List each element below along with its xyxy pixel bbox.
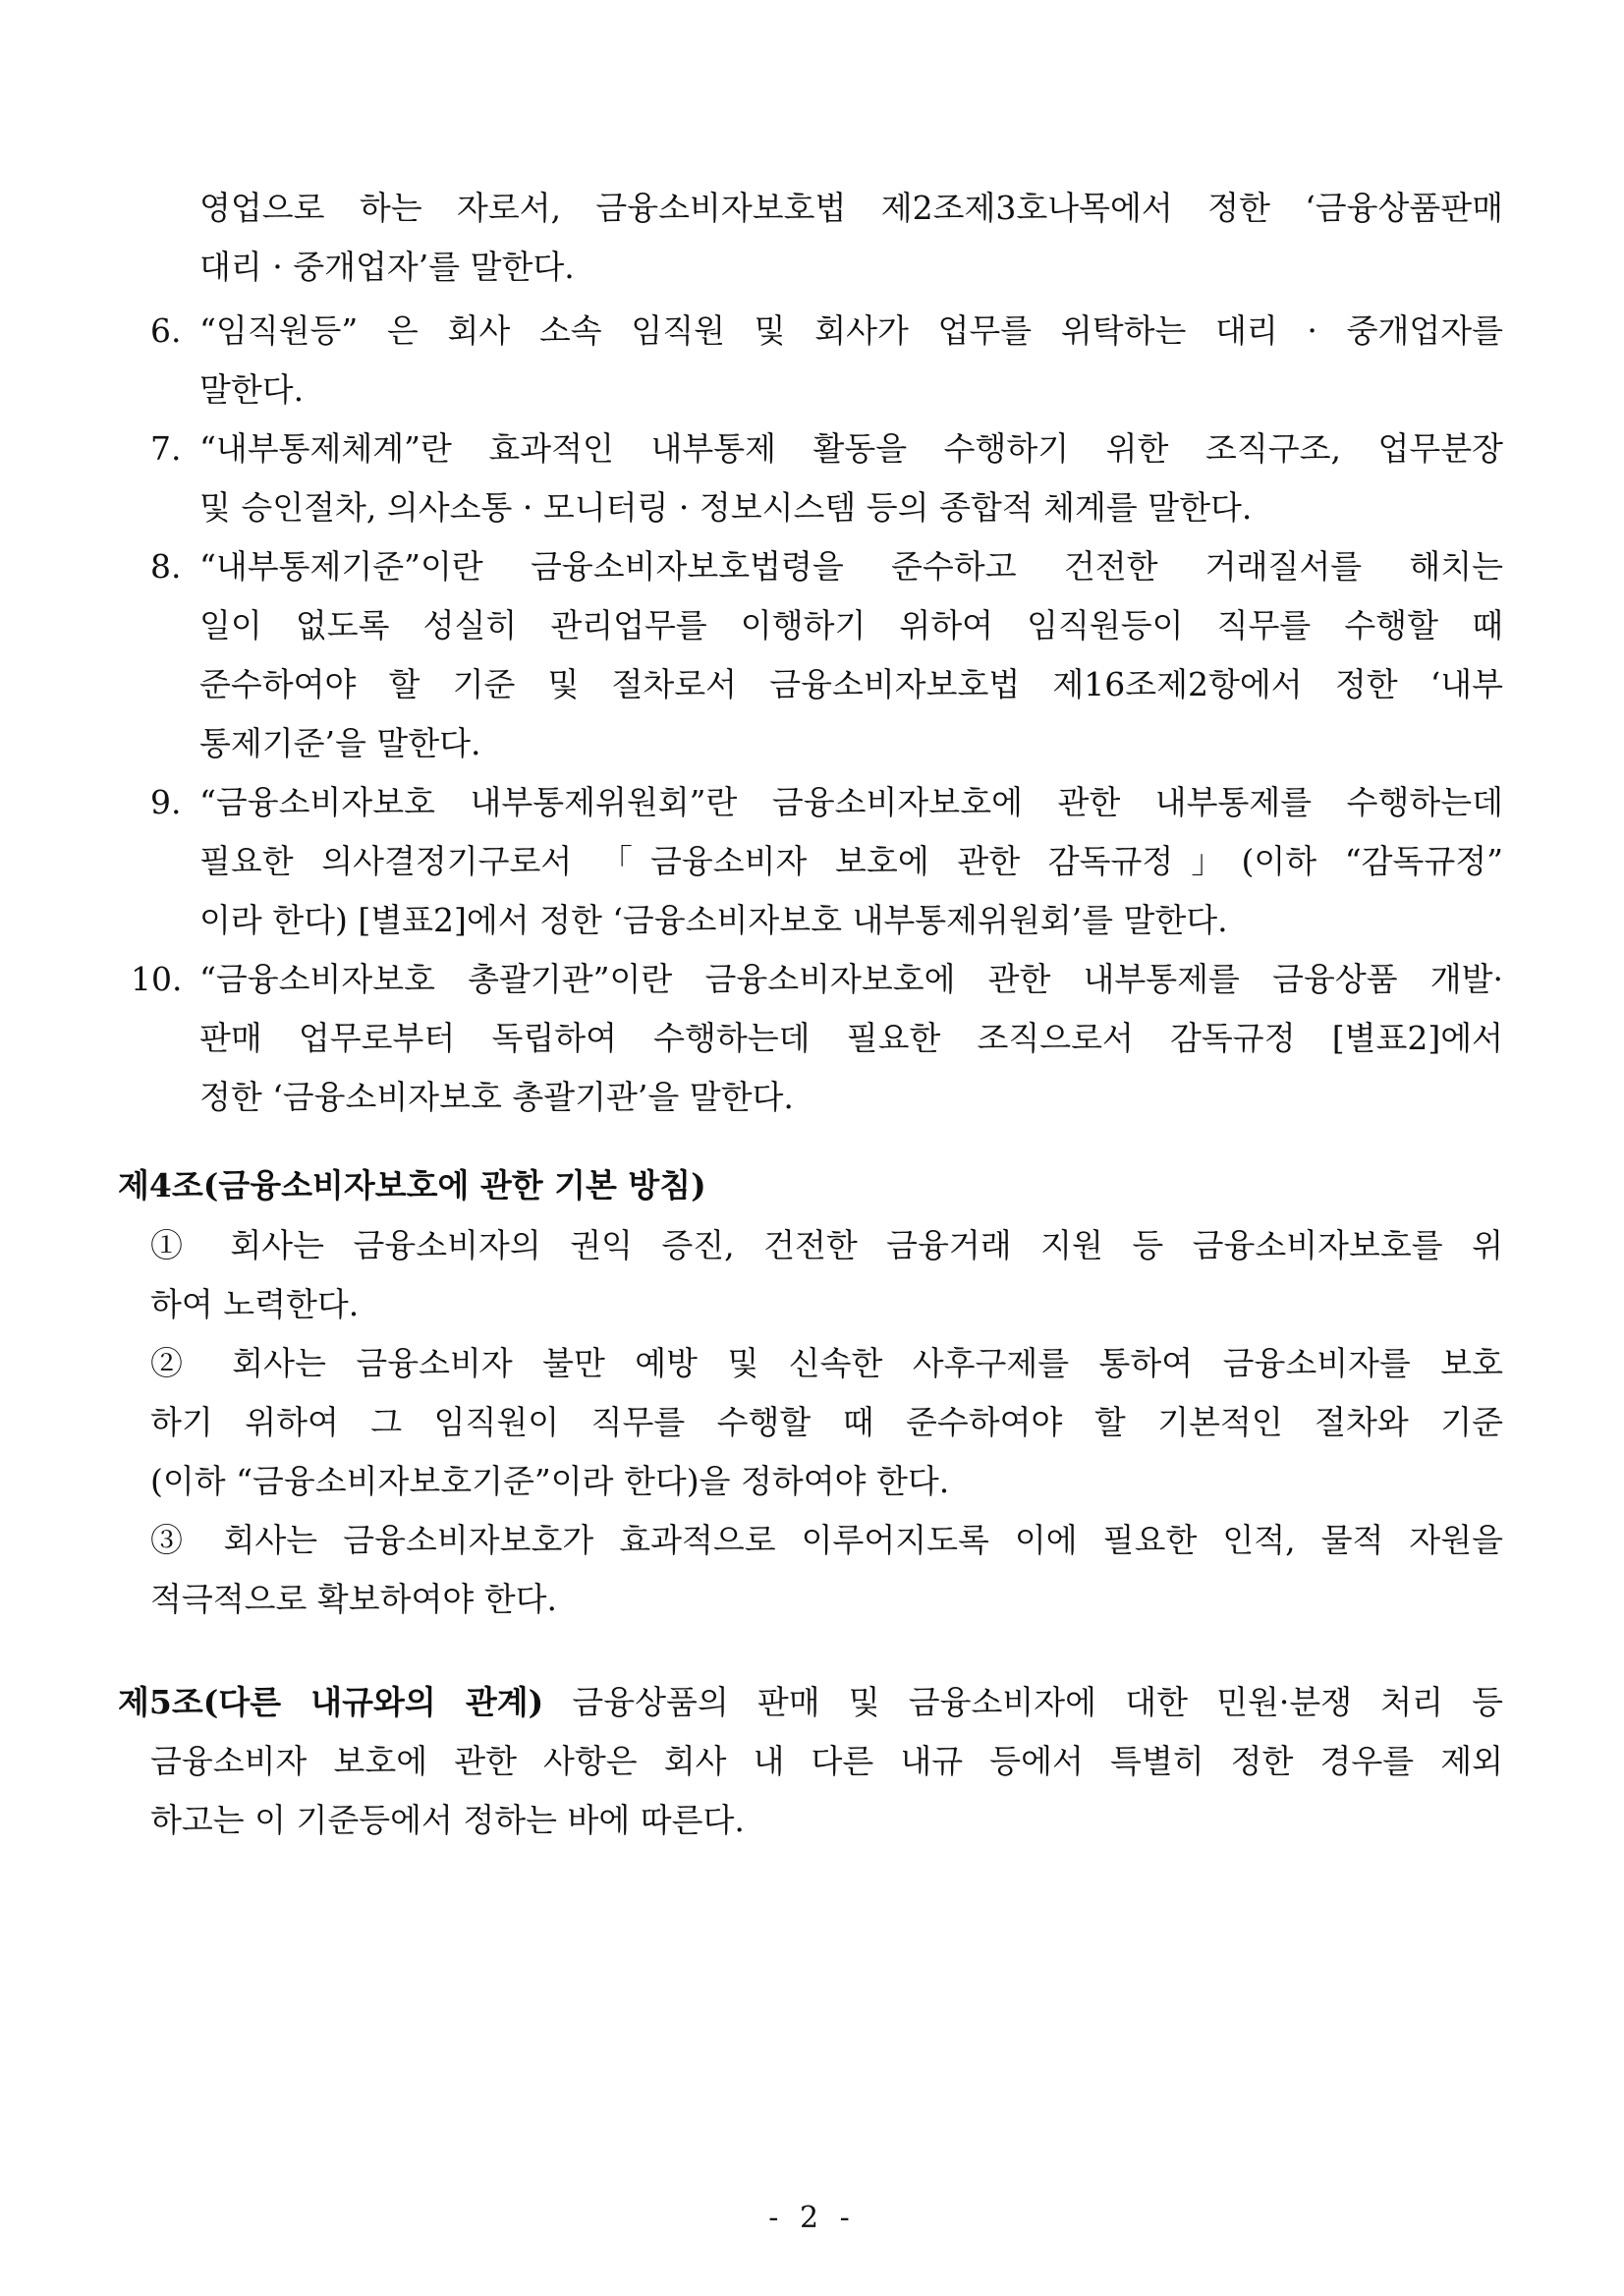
article4-para2-line-1: ② 회사는 금융소비자 불만 예방 및 신속한 사후구제를 통하여 금융소비자를 보호: [150, 1344, 1503, 1382]
item10-line-2: 판매 업무로부터 독립하여 수행하는데 필요한 조직으로서 감독규정 [별표2]에서: [199, 1019, 1503, 1057]
article5-first-line: [118, 1683, 1503, 1722]
article4-para2-line-3: (이하 “금융소비자보호기준”이라 한다)을 정하여야 한다.: [150, 1462, 950, 1500]
item6-number: 6.: [150, 311, 182, 350]
item10-line-1: “금융소비자보호 총괄기관”이란 금융소비자보호에 관한 내부통제를 금융상품 개발·: [199, 960, 1503, 998]
item9-line-1: “금융소비자보호 내부통제위원회”란 금융소비자보호에 관한 내부통제를 수행하는데: [199, 783, 1503, 821]
item5-line-1: 영업으로 하는 자로서, 금융소비자보호법 제2조제3호나목에서 정한 ‘금융상품판매: [199, 189, 1503, 227]
item9-number: 9.: [150, 783, 182, 821]
article4-para3-line-2: 적극적으로 확보하여야 한다.: [150, 1580, 558, 1618]
item8-line-3: 준수하여야 할 기준 및 절차로서 금융소비자보호법 제16조제2항에서 정한 ‘내부: [199, 665, 1503, 703]
item7-number: 7.: [150, 429, 182, 468]
item8-line-4: 통제기준’을 말한다.: [199, 724, 481, 762]
item6-line-1: “임직원등” 은 회사 소속 임직원 및 회사가 업무를 위탁하는 대리 · 중개업자를: [199, 311, 1503, 350]
article4-para1-line-1: ① 회사는 금융소비자의 권익 증진, 건전한 금융거래 지원 등 금융소비자보호를 위: [150, 1226, 1503, 1264]
item7-line-1: “내부통제체계”란 효과적인 내부통제 활동을 수행하기 위한 조직구조, 업무분장: [199, 429, 1503, 468]
article5-line-3: 하고는 이 기준등에서 정하는 바에 따른다.: [150, 1801, 745, 1839]
item8-number: 8.: [150, 547, 182, 586]
item9-line-2: 필요한 의사결정기구로서 「금융소비자 보호에 관한 감독규정」(이하 “감독규정”: [199, 842, 1503, 880]
article4-para1-line-2: 하여 노력한다.: [150, 1285, 360, 1323]
article4-heading: 제4조(금융소비자보호에 관한 기본 방침): [118, 1166, 706, 1204]
item5-line-2: 대리 · 중개업자’를 말한다.: [199, 248, 575, 286]
item6-line-2: 말한다.: [199, 370, 305, 409]
item10-line-3: 정한 ‘금융소비자보호 총괄기관’을 말한다.: [199, 1078, 794, 1116]
item8-line-1: “내부통제기준”이란 금융소비자보호법령을 준수하고 건전한 거래질서를 해치는: [199, 547, 1503, 586]
item9-line-3: 이라 한다) [별표2]에서 정한 ‘금융소비자보호 내부통제위원회’를 말한다.: [199, 901, 1228, 939]
item7-line-2: 및 승인절차, 의사소통 · 모니터링 · 정보시스템 등의 종합적 체계를 말한다.: [199, 488, 1253, 527]
article5-first-line-text: 금융상품의 판매 및 금융소비자에 대한 민원·분쟁 처리 등: [543, 1683, 1503, 1721]
article5-line-2: 금융소비자 보호에 관한 사항은 회사 내 다른 내규 등에서 특별히 정한 경우를 제외: [150, 1742, 1503, 1780]
page-number: - 2 -: [768, 2201, 856, 2235]
article4-para2-line-2: 하기 위하여 그 임직원이 직무를 수행할 때 준수하여야 할 기본적인 절차와 기준: [150, 1403, 1503, 1441]
item10-number: 10.: [131, 960, 183, 998]
item8-line-2: 일이 없도록 성실히 관리업무를 이행하기 위하여 임직원등이 직무를 수행할 때: [199, 606, 1503, 644]
article4-para3-line-1: ③ 회사는 금융소비자보호가 효과적으로 이루어지도록 이에 필요한 인적, 물적 자원을: [150, 1521, 1503, 1559]
article5-heading: 제5조(다른 내규와의 관계): [118, 1683, 544, 1721]
